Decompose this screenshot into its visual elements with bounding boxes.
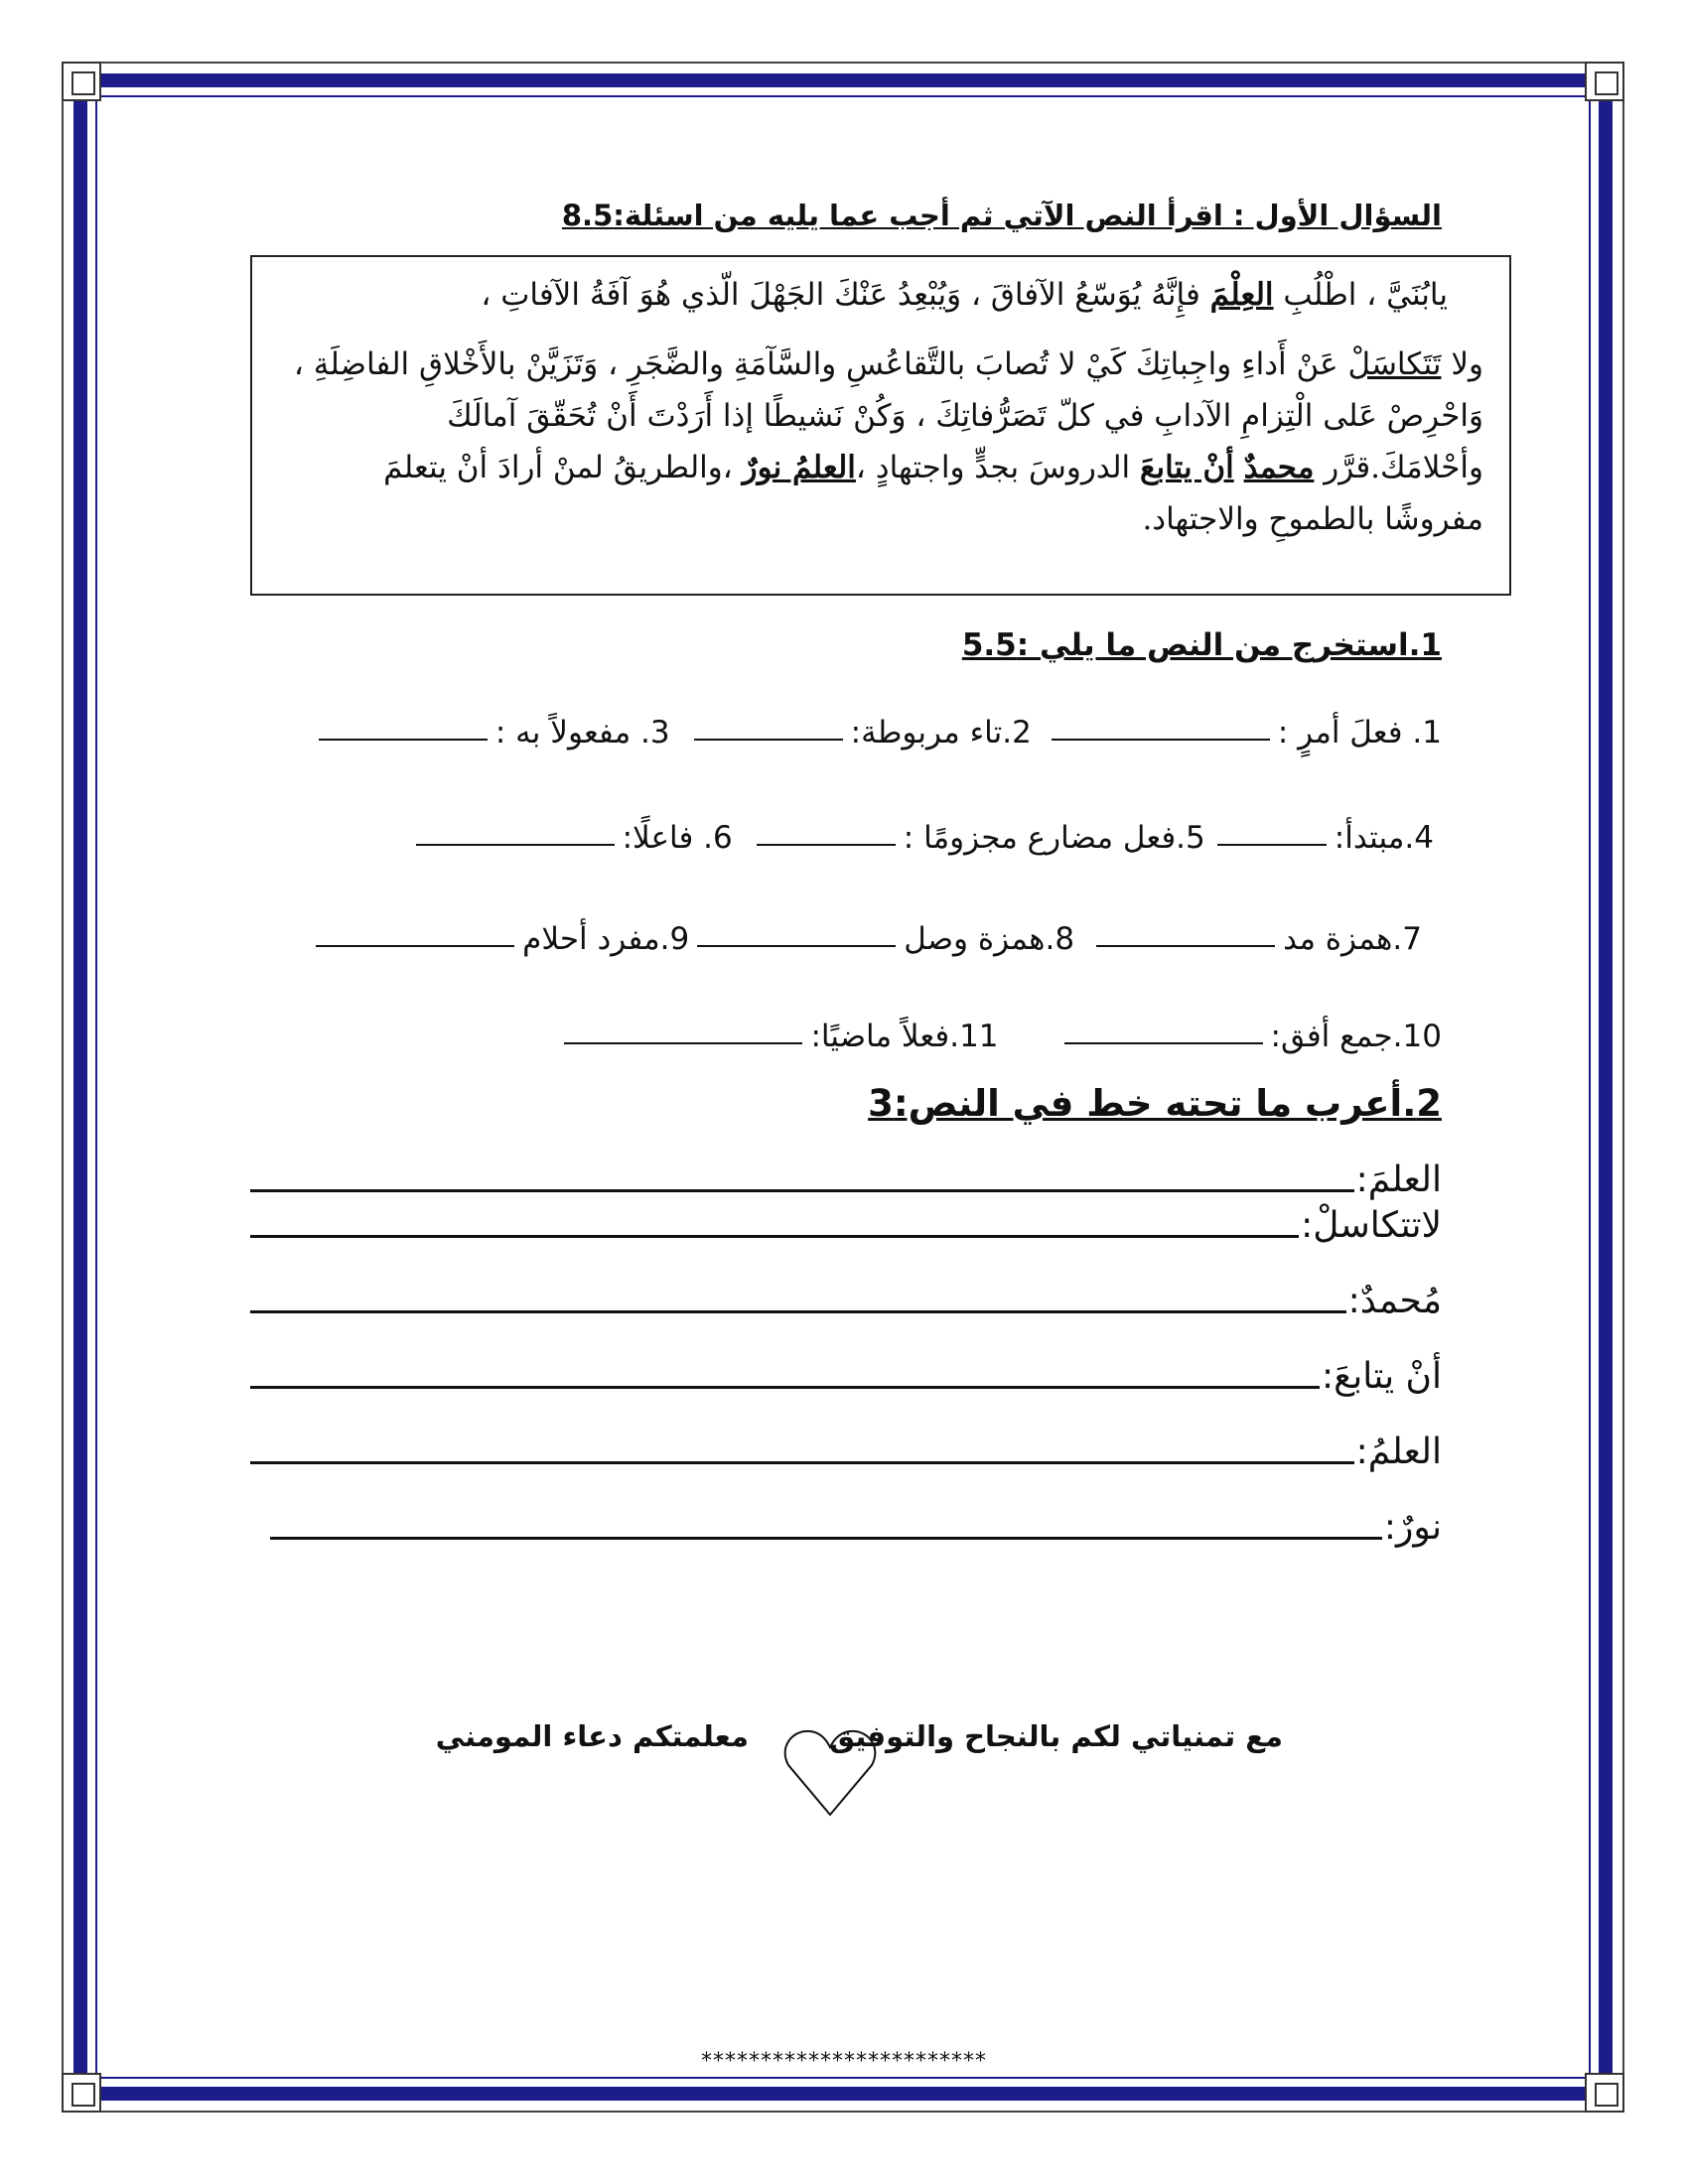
extraction-item: [308, 919, 689, 957]
passage-text: فإِنَّهُ يُوَسّعُ الآفاقَ ، وَيُبْعِدُ عَنْكَ الجَهْلَ الّذي هُوَ آفَةُ الآفاتِ ،: [481, 277, 1210, 313]
passage-text: يابُنَيَّ ، اطْلُبِ: [1273, 277, 1448, 313]
answer-blank[interactable]: [694, 713, 843, 741]
passage-text: الدروسَ بجدٍّ واجتهادٍ ،: [855, 450, 1141, 485]
extraction-row-4: [240, 999, 1442, 1054]
underlined-word-alilm: العِلْمَ: [1209, 277, 1274, 313]
answer-line[interactable]: [250, 1281, 1346, 1313]
corner-ornament-top-left: [62, 62, 101, 101]
extraction-item: [1088, 919, 1422, 957]
extraction-item: [311, 713, 670, 751]
underlined-word-muhammad: محمدٌ: [1243, 450, 1315, 485]
parsing-row: [270, 1507, 1442, 1548]
parsing-row: [250, 1281, 1442, 1321]
parsing-row: [250, 1205, 1442, 1246]
answer-blank[interactable]: [564, 1017, 802, 1044]
item-label: 9.مفرد أحلام: [522, 921, 690, 957]
item-label: 10.جمع أفق:: [1270, 1019, 1442, 1054]
passage-space: [1234, 450, 1244, 485]
extraction-item: [408, 818, 733, 856]
parsing-row: [250, 1160, 1442, 1200]
parsing-label: العلمَ:: [1355, 1160, 1442, 1200]
extraction-item: [1044, 713, 1442, 751]
corner-ornament-top-right: [1585, 62, 1624, 101]
passage-line-1: [282, 269, 1483, 321]
parsing-label: أنْ يتابعَ:: [1321, 1356, 1442, 1397]
passage-text: عَنْ أَداءِ واجِباتِكَ كَيْ لا تُصابَ بالتَّقاعُسِ والسَّآمَةِ والضَّجَرِ ، وَتَزَيَّنْ بالأَخْلاقِ الفاضِلَةِ ، وَاحْرِصْ عَلى الْتِزامِ الآدابِ في كلّ تَصَرُّفاتِكَ ، وَكُنْ نَشيطًا إذا أَرَدْتَ أَنْ تُحَقّقَ آمالَكَ وأحْلامَكَ.قرَّر: [293, 346, 1483, 485]
answer-blank[interactable]: [319, 713, 488, 741]
item-label: 2.تاء مربوطة:: [850, 715, 1032, 751]
parsing-label: العلمُ:: [1355, 1432, 1442, 1472]
answer-line[interactable]: [250, 1205, 1299, 1238]
answer-line[interactable]: [250, 1356, 1320, 1389]
teacher-signature: معلمتكم دعاء المومني: [435, 1719, 749, 1753]
item-label: 3. مفعولاً به :: [494, 715, 670, 751]
corner-ornament-bottom-left: [62, 2073, 101, 2113]
answer-line[interactable]: [250, 1160, 1354, 1192]
extraction-item: [556, 1017, 998, 1054]
passage-paragraph-2: [282, 339, 1483, 545]
parsing-label: مُحمدٌ:: [1347, 1281, 1442, 1321]
closing-wish: مع تمنياتي لكم بالنجاح والتوفيق: [829, 1719, 1283, 1753]
item-label: 8.همزة وصل: [904, 921, 1075, 957]
parsing-label: لاتتكاسلْ:: [1301, 1205, 1442, 1246]
item-label: 7.همزة مد: [1283, 921, 1422, 957]
answer-blank[interactable]: [1096, 919, 1275, 947]
extraction-row-3: [240, 901, 1442, 957]
section-1-title: 1.استخرج من النص ما يلي :5.5: [961, 627, 1442, 663]
item-label: 6. فاعلًا:: [622, 820, 733, 856]
item-label: 1. فعلَ أمرٍ :: [1277, 715, 1442, 751]
extraction-item: [1209, 818, 1434, 856]
underlined-word-an-yutabi: أنْ يتابعَ: [1140, 450, 1234, 485]
parsing-row: [250, 1432, 1442, 1472]
extraction-item: [749, 818, 1205, 856]
underlined-words-alilm-nur: العلمُ نورٌ: [742, 450, 856, 485]
section-2-title: 2.أعرب ما تحته خط في النص:3: [868, 1082, 1442, 1125]
heart-icon: [782, 1727, 878, 1819]
parsing-label: نورٌ:: [1383, 1507, 1442, 1548]
answer-blank[interactable]: [416, 818, 615, 846]
answer-blank[interactable]: [1217, 818, 1327, 846]
corner-ornament-bottom-right: [1585, 2073, 1624, 2113]
extraction-item: [686, 713, 1032, 751]
answer-blank[interactable]: [757, 818, 896, 846]
answer-blank[interactable]: [697, 919, 896, 947]
reading-passage: [250, 255, 1511, 596]
item-label: 5.فعل مضارع مجزومًا :: [903, 820, 1205, 856]
extraction-row-1: [240, 695, 1442, 751]
item-label: 11.فعلاً ماضيًا:: [810, 1019, 999, 1054]
question-title: السؤال الأول : اقرأ النص الآتي ثم أجب عما يليه من اسئلة:8.5: [561, 199, 1442, 232]
extraction-item: [689, 919, 1074, 957]
extraction-item: [1056, 1017, 1442, 1054]
answer-line[interactable]: [250, 1432, 1354, 1464]
footer-stars: ************************: [701, 2049, 987, 2074]
answer-blank[interactable]: [316, 919, 514, 947]
underlined-word-tatakasal: تَتَكاسَلْ: [1347, 346, 1442, 382]
answer-blank[interactable]: [1052, 713, 1270, 741]
passage-text: ،والطريقُ لمنْ أرادَ أنْ يتعلمَ مفروشًا بالطموحِ والاجتهاد.: [383, 450, 1483, 537]
parsing-row: [250, 1356, 1442, 1397]
passage-text: ولا: [1441, 346, 1483, 382]
item-label: 4.مبتدأ:: [1334, 820, 1434, 856]
answer-blank[interactable]: [1064, 1017, 1263, 1044]
answer-line[interactable]: [270, 1507, 1382, 1540]
extraction-row-2: [240, 800, 1442, 856]
